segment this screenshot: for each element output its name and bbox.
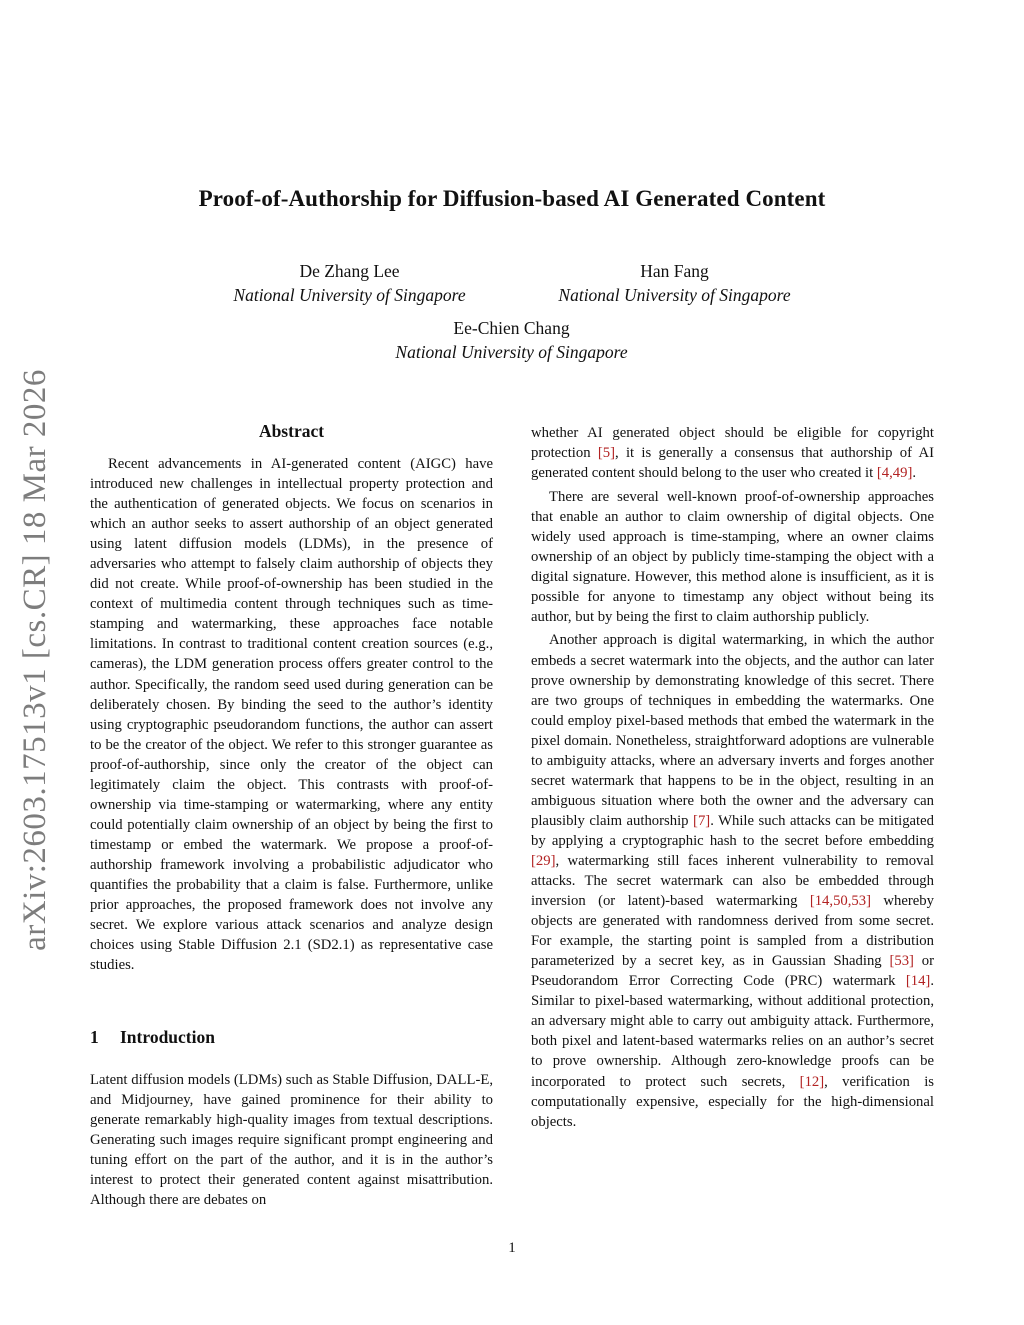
section-number: 1 [90,1027,99,1047]
author-name: Han Fang [640,261,709,281]
citation-link[interactable]: [5] [597,445,615,462]
author-block [197,259,502,307]
abstract-body [90,454,493,975]
text-run: . Similar to pixel-based watermarking, without additional protection, an adversary might able to carry out ambiguity attack. Furthermore, both pixel and latent-based watermarks relies on an author’s secret to prove ownership. Although zero-knowledge proofs can be incorporated to protect such secrets, [531,973,934,1090]
paper-title: Proof-of-Authorship for Diffusion-based AI Generated Content [198,186,826,211]
text-run: , it is generally a consensus that authorship of AI generated content should belong to the user who created it [531,445,935,482]
right-paragraph-3 [531,630,934,1131]
author-affiliation: National University of Singapore [233,285,466,305]
intro-text: Latent diffusion models (LDMs) such as Stable Diffusion, DALL-E, and Midjourney, have gained prominence for their ability to generate remarkably high-quality images from textual descriptions. Generating such images require significant prompt engineering and tuning effort on the part of the author, and it is in the author’s interest to protect their generated content against misattribution. Although there are debates on [90,1072,493,1209]
author-affiliation: National University of Singapore [395,342,628,362]
text-run: whether AI generated object should be eligible for copyright protection [531,425,934,462]
citation-link[interactable]: [14,50,53] [809,893,872,910]
text-run: or Pseudorandom Error Correcting Code (PRC) watermark [531,953,934,990]
author-block [359,316,664,364]
text-run: , watermarking still faces inherent vulnerability to removal attacks. The secret watermark can also be embedded through inversion (or latent)-based watermarking [531,852,934,910]
text-run: . [912,465,917,482]
author-affiliation: National University of Singapore [558,285,791,305]
citation-link[interactable]: [7] [693,812,711,829]
citation-link[interactable]: [14] [905,973,931,990]
citation-link[interactable]: [12] [799,1073,825,1090]
author-name: Ee-Chien Chang [453,318,570,338]
page-number: 1 [508,1240,516,1256]
right-column [531,423,934,1132]
text-run: Another approach is digital watermarking, in which the author embeds a secret watermark into the objects, and the author can later prove ownership by demonstrating knowledge of this secret. There are two groups of techniques in embedding the watermarks. One could employ pixel-based methods that embed the watermark in the pixel domain. Nonetheless, straightforward adoptions are vulnerable to ambiguity attacks, where an adversary inverts and forges another secret watermark that happens to be in the object, resulting in an ambiguous situation where both the owner and the adversary can plausibly claim authorship [531,632,934,829]
arxiv-identifier: arXiv:2603.17513v1 [cs.CR] 18 Mar 2026 [17,369,53,951]
intro-paragraph [90,1070,493,1210]
abstract-text: Recent advancements in AI-generated content (AIGC) have introduced new challenges in intellectual property protection and the authentication of generated objects. We focus on scenarios in which an author seeks to assert authorship of an object generated using latent diffusion models (LDMs), in the presence of adversaries who attempt to falsely claim authorship of objects they did not create. While proof-of-ownership has been studied in the context of multimedia content through techniques such as time-stamping and watermarking, these approaches face notable limitations. In contrast to traditional content creation sources (e.g., cameras), the LDM generation process offers greater control to the author. Specifically, the random seed used during generation can be deliberately chosen. By binding the seed to the author’s identity using cryptographic pseudorandom functions, the author can assert to be the creator of the object. We refer to this stronger guarantee as proof-of-authorship, since only the creator of the object can legitimately claim the object. This contrasts with proof-of-ownership via time-stamping or watermarking, where any entity could potentially claim ownership of an object by being the first to timestamp or embed the watermark. We propose a proof-of-authorship framework involving a probabilistic adjudicator who quantifies the probability that a claim is false. Furthermore, unlike prior approaches, the proposed framework does not involve any secret. We explore various attack scenarios and analyze design choices using Stable Diffusion 2.1 (SD2.1) as representative case studies. [90,456,493,974]
right-paragraph-1 [531,423,934,483]
text-run: . While such attacks can be mitigated by applying a cryptographic hash to the secret before embedding [531,812,935,849]
section-heading [90,1027,215,1048]
abstract-heading: Abstract [258,421,325,441]
citation-link[interactable]: [29] [531,852,556,869]
citation-link[interactable]: [53] [889,953,914,970]
author-block [522,259,827,307]
text-run: , verification is computationally expensive, especially for the high-dimensional objects. [531,1073,934,1130]
right-paragraph-2: There are several well-known proof-of-ownership approaches that enable an author to claim ownership of digital objects. One widely used approach is time-stamping, where an owner claims ownership of an object by publicly time-stamping the object with a digital signature. However, this method alone is insufficient, as it is possible for anyone to timestamp any object without being its author, but by being the first to claim authorship publicly. [531,488,934,625]
text-run: whereby objects are generated with randomness derived from some secret. For example, the starting point is sampled from a distribution parameterized by a secret key, as in Gaussian Shading [531,893,934,970]
citation-link[interactable]: [4,49] [876,465,913,482]
author-name: De Zhang Lee [299,261,400,281]
section-title: Introduction [120,1027,215,1047]
